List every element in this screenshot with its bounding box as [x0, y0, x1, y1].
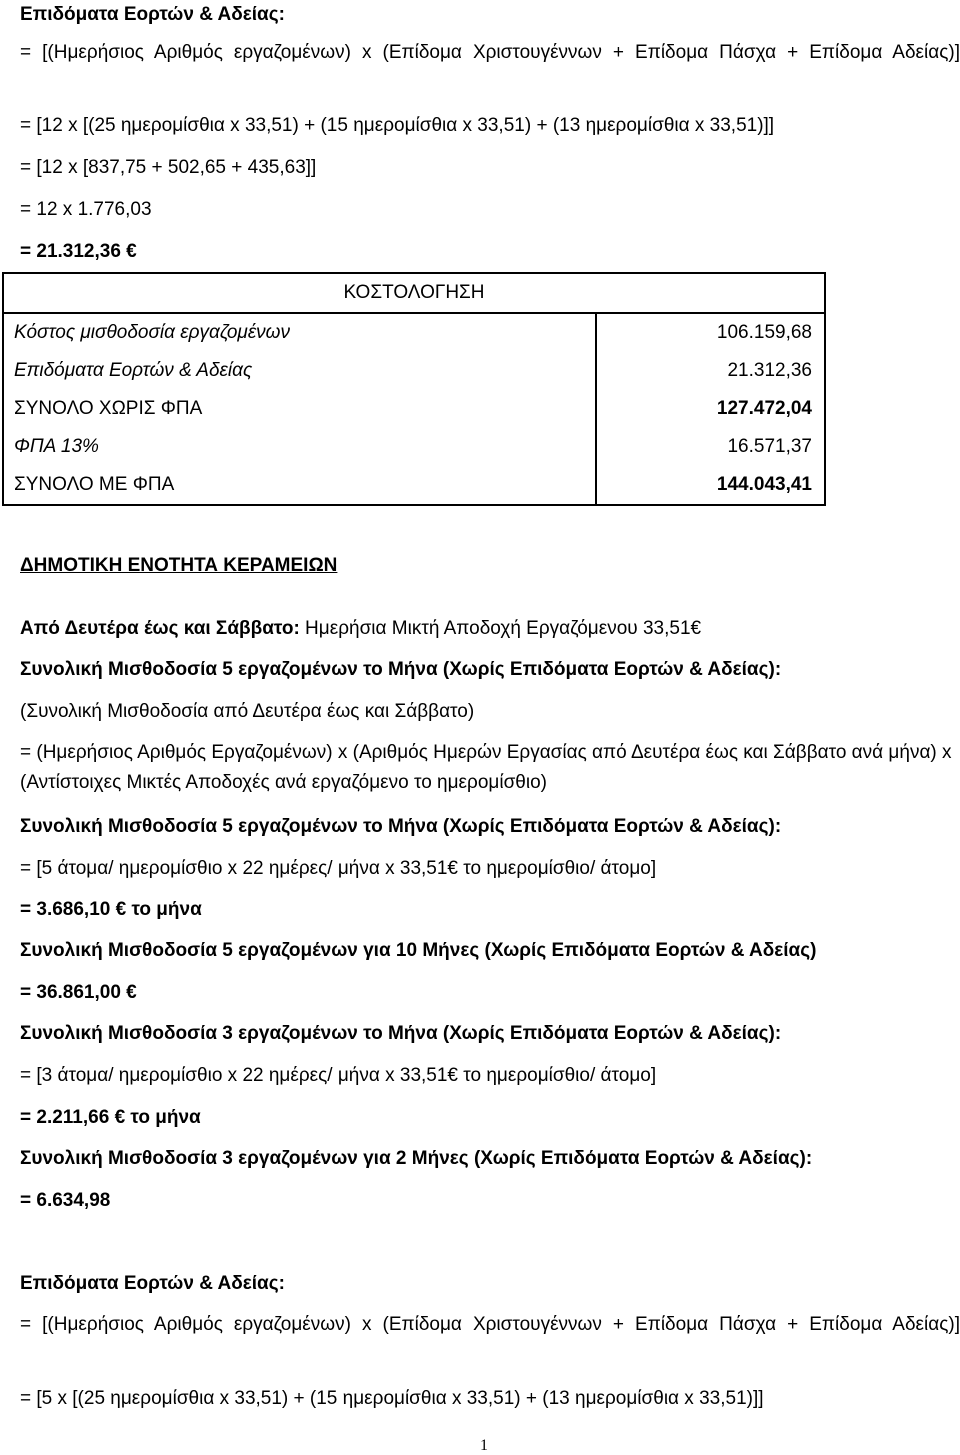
payroll-heading: Συνολική Μισθοδοσία 5 εργαζομένων το Μήνα (Χωρίς Επιδόματα Εορτών & Αδείας):: [20, 659, 782, 680]
costing-row-label: ΣΥΝΟΛΟ ΜΕ ΦΠΑ: [3, 466, 596, 505]
holiday-bonus-calc-line: = [12 x [(25 ημερομίσθια x 33,51) + (15 ημερομίσθια x 33,51) + (13 ημερομίσθια x 33,51)]]: [20, 115, 775, 136]
holiday-bonus-calc-line-2: = [5 x [(25 ημερομίσθια x 33,51) + (15 ημερομίσθια x 33,51) + (13 ημερομίσθια x 33,51)]]: [20, 1388, 764, 1409]
payroll-note: (Συνολική Μισθοδοσία από Δευτέρα έως και Σάββατο): [20, 701, 475, 722]
daily-wage-line: [20, 618, 701, 640]
payroll-calc: = [5 άτομα/ ημερομίσθιο x 22 ημέρες/ μήνα x 33,51€ το ημερομίσθιο/ άτομο]: [20, 858, 657, 879]
holiday-bonus-calc-line: = [12 x [837,75 + 502,65 + 435,63]]: [20, 157, 317, 178]
holiday-bonus-heading-2: Επιδόματα Εορτών & Αδείας:: [20, 1273, 285, 1294]
daily-wage-text: Ημερήσια Μικτή Αποδοχή Εργαζόμενου 33,51€: [299, 618, 702, 639]
holiday-bonus-result: = 21.312,36 €: [20, 241, 137, 262]
payroll-result: = 2.211,66 € το μήνα: [20, 1107, 201, 1128]
costing-row-value: 144.043,41: [596, 466, 825, 505]
costing-row-label: Κόστος μισθοδοσία εργαζομένων: [3, 313, 596, 352]
costing-row-value: 127.472,04: [596, 390, 825, 428]
payroll-result: = 6.634,98: [20, 1190, 111, 1211]
payroll-result: = 36.861,00 €: [20, 982, 137, 1003]
costing-row-value: 16.571,37: [596, 428, 825, 466]
holiday-bonus-formula: = [(Ημερήσιος Αριθμός εργαζομένων) x (Επίδομα Χριστουγέννων + Επίδομα Πάσχα + Επίδομα Αδείας)]: [20, 42, 960, 63]
costing-row-label: ΦΠΑ 13%: [3, 428, 596, 466]
payroll-heading: Συνολική Μισθοδοσία 3 εργαζομένων για 2 Μήνες (Χωρίς Επιδόματα Εορτών & Αδείας):: [20, 1148, 813, 1169]
costing-row-value: 106.159,68: [596, 313, 825, 352]
section-title: ΔΗΜΟΤΙΚΗ ΕΝΟΤΗΤΑ ΚΕΡΑΜΕΙΩΝ: [20, 555, 338, 576]
daily-wage-label: Από Δευτέρα έως και Σάββατο:: [20, 618, 300, 639]
payroll-result: = 3.686,10 € το μήνα: [20, 899, 202, 920]
holiday-bonus-calc-line: = 12 x 1.776,03: [20, 199, 152, 220]
payroll-heading: Συνολική Μισθοδοσία 3 εργαζομένων το Μήνα (Χωρίς Επιδόματα Εορτών & Αδείας):: [20, 1023, 782, 1044]
payroll-heading: Συνολική Μισθοδοσία 5 εργαζομένων για 10 Μήνες (Χωρίς Επιδόματα Εορτών & Αδείας): [20, 940, 817, 961]
holiday-bonus-heading: Επιδόματα Εορτών & Αδείας:: [20, 4, 285, 25]
payroll-heading: Συνολική Μισθοδοσία 5 εργαζομένων το Μήνα (Χωρίς Επιδόματα Εορτών & Αδείας):: [20, 816, 782, 837]
holiday-bonus-formula-2: = [(Ημερήσιος Αριθμός εργαζομένων) x (Επίδομα Χριστουγέννων + Επίδομα Πάσχα + Επίδομα Αδείας)]: [20, 1314, 960, 1335]
costing-row-label: Επιδόματα Εορτών & Αδείας: [3, 352, 596, 390]
costing-table-title: ΚΟΣΤΟΛΟΓΗΣΗ: [3, 273, 825, 313]
page-number: 1: [480, 1437, 488, 1454]
costing-table: [2, 272, 826, 506]
payroll-formula: = (Ημερήσιος Αριθμός Εργαζομένων) x (Αριθμός Ημερών Εργασίας από Δευτέρα έως και Σάββατο ανά μήνα) x (Αντίστοιχες Μικτές Αποδοχές ανά εργαζόμενο το ημερομίσθιο): [20, 742, 952, 793]
payroll-calc: = [3 άτομα/ ημερομίσθιο x 22 ημέρες/ μήνα x 33,51€ το ημερομίσθιο/ άτομο]: [20, 1065, 657, 1086]
costing-row-label: ΣΥΝΟΛΟ ΧΩΡΙΣ ΦΠΑ: [3, 390, 596, 428]
costing-row-value: 21.312,36: [596, 352, 825, 390]
